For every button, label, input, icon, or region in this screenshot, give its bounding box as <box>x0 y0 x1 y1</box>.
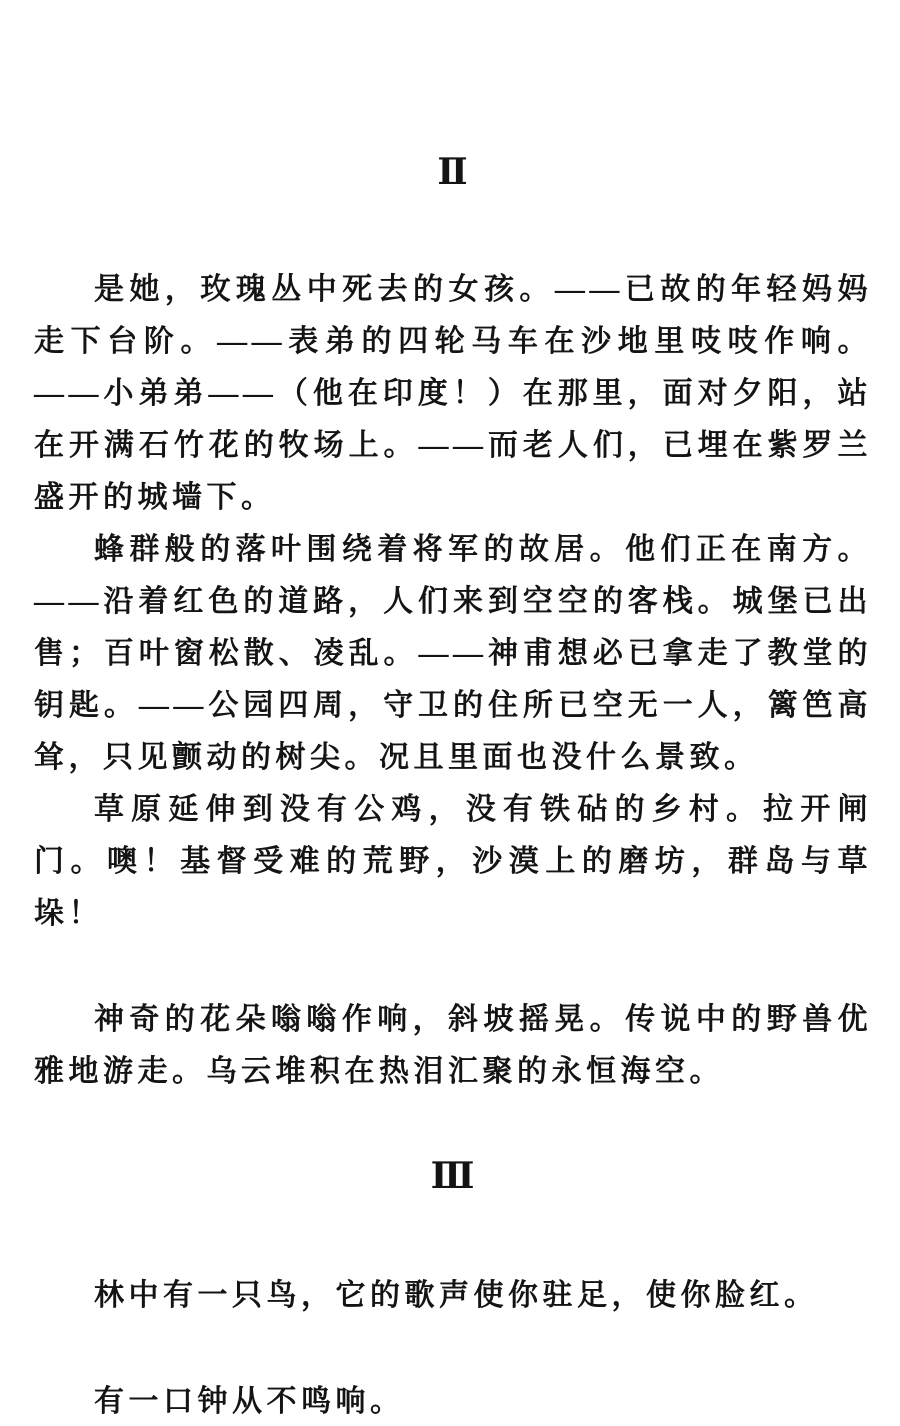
paragraph: 是她，玫瑰丛中死去的女孩。——已故的年轻妈妈走下台阶。——表弟的四轮马车在沙地里吱吱作响。——小弟弟——（他在印度！）在那里，面对夕阳，站在开满石竹花的牧场上。——而老人们，已埋在紫罗兰盛开的城墙下。 <box>34 273 872 514</box>
paragraph: 有一口钟从不鸣响。 <box>94 1385 405 1418</box>
paragraph: 草原延伸到没有公鸡，没有铁砧的乡村。拉开闸门。噢！基督受难的荒野，沙漠上的磨坊，群岛与草垛！ <box>34 793 872 930</box>
paragraph: 神奇的花朵嗡嗡作响，斜坡摇晃。传说中的野兽优雅地游走。乌云堆积在热泪汇聚的永恒海空。 <box>34 1003 872 1088</box>
section-2 <box>34 152 872 1098</box>
section-heading-roman-3: Ⅲ <box>430 1156 476 1196</box>
paragraph: 林中有一只鸟，它的歌声使你驻足，使你脸红。 <box>94 1279 819 1312</box>
paragraph: 蜂群般的落叶围绕着将军的故居。他们正在南方。——沿着红色的道路，人们来到空空的客栈。城堡已出售；百叶窗松散、凌乱。——神甫想必已拿走了教堂的钥匙。——公园四周，守卫的住所已空无一人，篱笆高耸，只见颤动的树尖。况且里面也没什么景致。 <box>34 533 872 774</box>
section-heading-roman-2: Ⅱ <box>437 152 469 192</box>
section-3 <box>34 1156 872 1426</box>
